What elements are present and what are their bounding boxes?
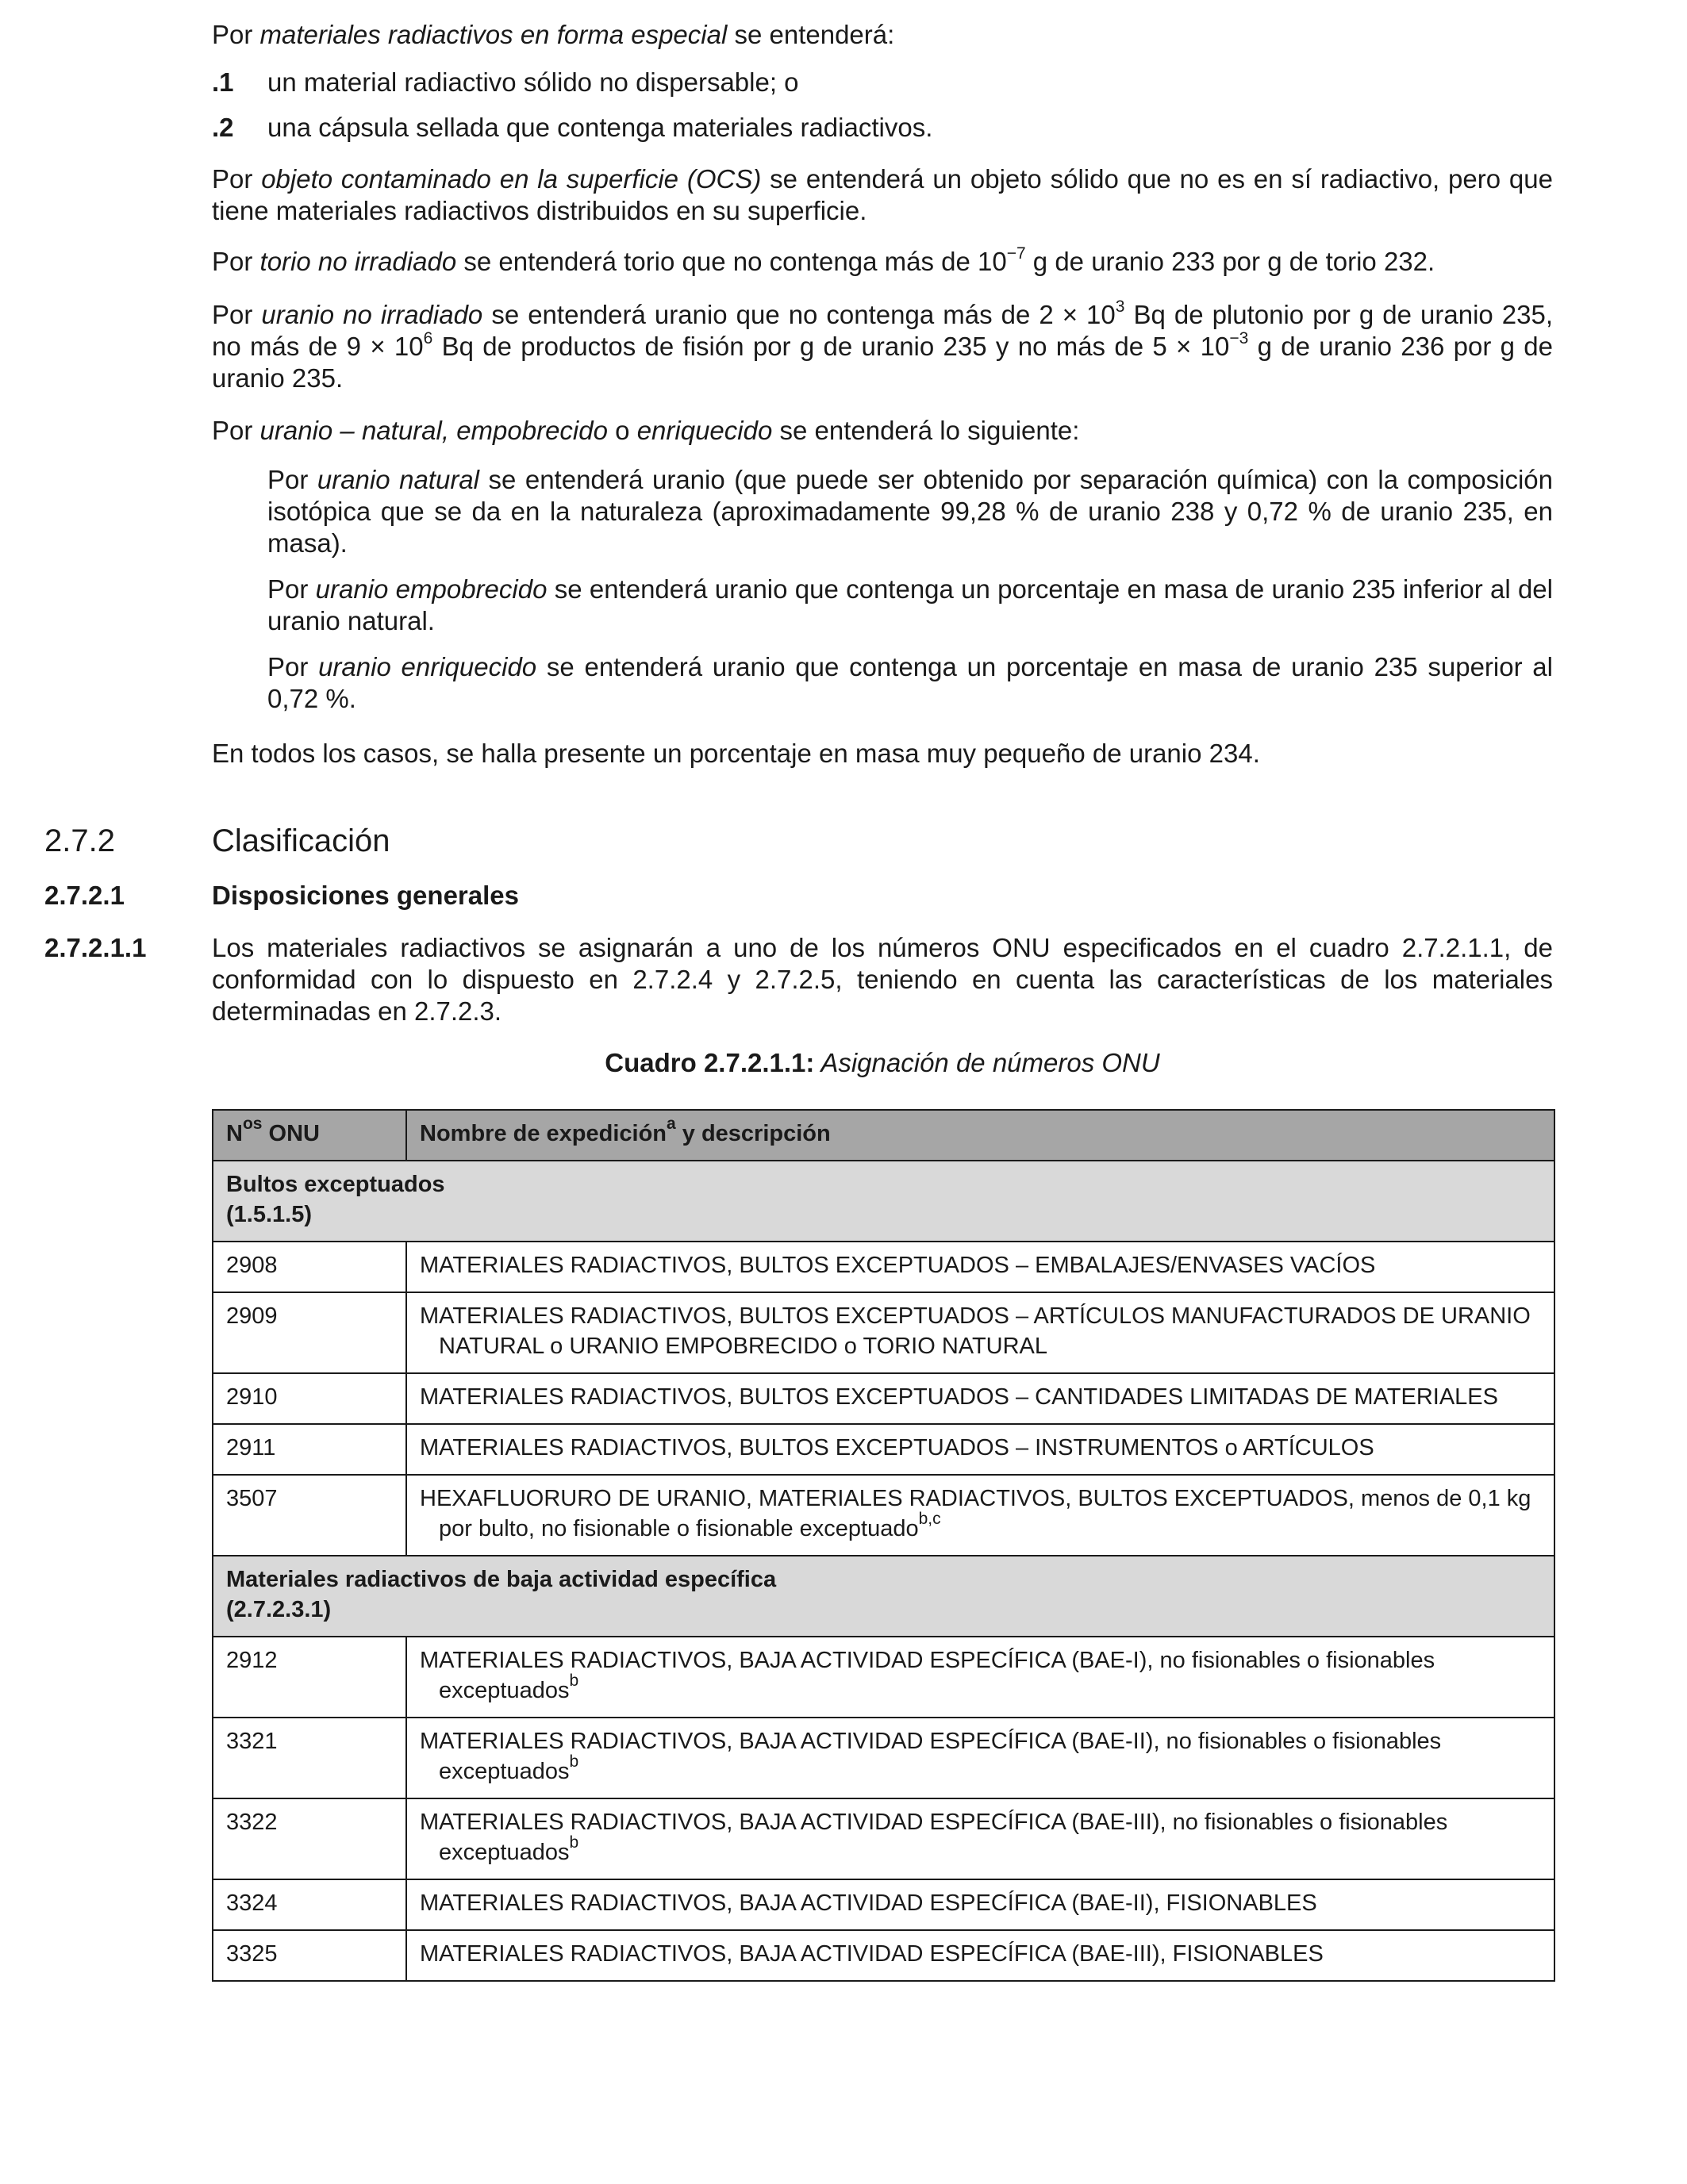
un-number: 2910 bbox=[213, 1373, 406, 1424]
subsection-title: Disposiciones generales bbox=[212, 881, 519, 910]
description: MATERIALES RADIACTIVOS, BAJA ACTIVIDAD ESPECÍFICA (BAE-II), FISIONABLES bbox=[406, 1879, 1554, 1930]
uranio-types-lead: Por uranio – natural, empobrecido o enriquecido se entenderá lo siguiente: bbox=[212, 416, 1080, 445]
description: MATERIALES RADIACTIVOS, BAJA ACTIVIDAD ESPECÍFICA (BAE-I), no fisionables o fisionables exceptuados$^b$ bbox=[406, 1637, 1554, 1718]
uranio-natural-definition: Por uranio natural se entenderá uranio (que puede ser obtenido por separación química) con la composición isotópica que se da en la naturaleza (aproximadamente 99,28 % de uranio 238 y 0,72 % de uranio 235, en masa). bbox=[267, 465, 1553, 558]
description: MATERIALES RADIACTIVOS, BULTOS EXCEPTUADOS – INSTRUMENTOS o ARTÍCULOS bbox=[406, 1424, 1554, 1475]
table-caption: Cuadro 2.7.2.1.1: Asignación de números ONU bbox=[605, 1048, 1160, 1077]
section-title: Clasificación bbox=[212, 823, 390, 858]
un-number: 2908 bbox=[213, 1242, 406, 1292]
table-row bbox=[213, 1718, 1554, 1798]
table-group-row bbox=[213, 1556, 1554, 1637]
description: MATERIALES RADIACTIVOS, BAJA ACTIVIDAD ESPECÍFICA (BAE-II), no fisionables o fisionables exceptuados$^b$ bbox=[406, 1718, 1554, 1798]
especial-definition-lead: Por materiales radiactivos en forma especial se entenderá: bbox=[212, 20, 895, 49]
table-row bbox=[213, 1373, 1554, 1424]
table-row bbox=[213, 1930, 1554, 1981]
document-page: Por materiales radiactivos en forma especial se entenderá: .1 un material radiactivo sólido no dispersable; o .2 una cápsula sellada que contenga materiales radiactivos. Por objeto contaminado en la superficie (OCS) se entenderá un objeto sólido que no es en sí radiactivo, pero que tiene materiales radiactivos distribuidos en su superficie. Por torio no irradiado se entenderá torio que no contenga más de $10^{-7}$ g de uranio 233 por g de torio 232. Por uranio no irradiado se entenderá uranio que no contenga más de $2 \times 10^3$ Bq de plutonio por g de uranio 235, no más de $9 \times 10^6$ Bq de productos de fisión por g de uranio 235 y no más de $5 \times 10^{-3}$ g de uranio 236 por g de uranio 235. Por uranio – natural, empobrecido o enriquecido se entenderá lo siguiente: Por uranio natural se entenderá uranio (que puede ser obtenido por separación química) con la composición isotópica que se da en la naturaleza (aproximadamente 99,28 % de uranio 238 y 0,72 % de uranio 235, en masa). Por uranio empobrecido se entenderá uranio que contenga un porcentaje en masa de uranio 235 inferior al del uranio natural. Por uranio enriquecido se entenderá uranio que contenga un porcentaje en masa de uranio 235 superior al 0,72 %. En todos los casos, se halla presente un porcentaje en masa muy pequeño de uranio 234. 2.7.2 Clasificación 2.7.2.1 Disposiciones generales 2.7.2.1.1 Los materiales radiactivos se asignarán a uno de los números ONU especificados en el cuadro 2.7.2.1.1, de conformidad con lo dispuesto en 2.7.2.4 y 2.7.2.5, teniendo en cuenta las características de los materiales determinadas en 2.7.2.3. Cuadro 2.7.2.1.1: Asignación de números ONU $N^{os}$ ONU Nombre de expedición$^a$ y descripción Bultos exceptuados (1.5.1.5) 2908 MATERIALES RADIACTIVOS, BULTOS EXCEPTUADOS – EMBALAJES/ENVASES VACÍOS 2909 MATERIALES RADIACTIVOS, BULTOS EXCEPTUADOS – ARTÍCULOS MANUFACTURADOS DE URANIO NATURAL o URANIO EMPOBRECIDO o TORIO NATURAL 2910 MATERIALES RADIACTIVOS, BULTOS EXCEPTUADOS – CANTIDADES LIMITADAS DE MATERIALES 2911 MATERIALES RADIACTIVOS, BULTOS EXCEPTUADOS – INSTRUMENTOS o ARTÍCULOS 3507 HEXAFLUORURO DE URANIO, MATERIALES RADIACTIVOS, BULTOS EXCEPTUADOS, menos de 0,1 kg por bulto, no fisionable o fisionable exceptuado$^{b,c}$ Materiales radiactivos de baja actividad específica (2.7.2.3.1) 2912 MATERIALES RADIACTIVOS, BAJA ACTIVIDAD ESPECÍFICA (BAE-I), no fisionables o fisionables exceptuados$^b$ 3321 MATERIALES RADIACTIVOS, BAJA ACTIVIDAD ESPECÍFICA (BAE-II), no fisionables o fisionables exceptuados$^b$ 3322 MATERIALES RADIACTIVOS, BAJA ACTIVIDAD ESPECÍFICA (BAE-III), no fisionables o fisionables exceptuados$^b$ 3324 MATERIALES RADIACTIVOS, BAJA ACTIVIDAD ESPECÍFICA (BAE-II), FISIONABLES 3325 MATERIALES RADIACTIVOS, BAJA ACTIVIDAD ESPECÍFICA (BAE-III), FISIONABLES bbox=[0, 0, 1687, 2184]
torio-definition: Por torio no irradiado se entenderá torio que no contenga más de $10^{-7}$ g de uranio 233 por g de torio 232. bbox=[212, 244, 1435, 276]
column-header-un-number: $N^{os}$ ONU bbox=[213, 1110, 406, 1161]
description: MATERIALES RADIACTIVOS, BAJA ACTIVIDAD ESPECÍFICA (BAE-III), no fisionables o fisionables exceptuados$^b$ bbox=[406, 1798, 1554, 1879]
un-number: 3322 bbox=[213, 1798, 406, 1879]
un-number: 3507 bbox=[213, 1475, 406, 1556]
uranio-enriquecido-definition: Por uranio enriquecido se entenderá uranio que contenga un porcentaje en masa de uranio 235 superior al 0,72 %. bbox=[267, 652, 1553, 713]
un-number: 2912 bbox=[213, 1637, 406, 1718]
paragraph-number: 2.7.2.1.1 bbox=[44, 933, 147, 962]
description: HEXAFLUORURO DE URANIO, MATERIALES RADIACTIVOS, BULTOS EXCEPTUADOS, menos de 0,1 kg por bulto, no fisionable o fisionable exceptuado$^{b,c}$ bbox=[406, 1475, 1554, 1556]
un-number: 3324 bbox=[213, 1879, 406, 1930]
description: MATERIALES RADIACTIVOS, BAJA ACTIVIDAD ESPECÍFICA (BAE-III), FISIONABLES bbox=[406, 1930, 1554, 1981]
un-number: 3325 bbox=[213, 1930, 406, 1981]
table-row bbox=[213, 1292, 1554, 1373]
un-number: 2909 bbox=[213, 1292, 406, 1373]
un-number: 3321 bbox=[213, 1718, 406, 1798]
un-numbers-table bbox=[212, 1109, 1555, 1982]
table-row bbox=[213, 1242, 1554, 1292]
group-label: Materiales radiactivos de baja actividad específica (2.7.2.3.1) bbox=[213, 1556, 1554, 1637]
table-header-row bbox=[213, 1110, 1554, 1161]
table-row bbox=[213, 1475, 1554, 1556]
subsection-number: 2.7.2.1 bbox=[44, 881, 125, 910]
uranio-empobrecido-definition: Por uranio empobrecido se entenderá uranio que contenga un porcentaje en masa de uranio 235 inferior al del uranio natural. bbox=[267, 574, 1553, 635]
group-label: Bultos exceptuados (1.5.1.5) bbox=[213, 1161, 1554, 1242]
table-row bbox=[213, 1637, 1554, 1718]
description: MATERIALES RADIACTIVOS, BULTOS EXCEPTUADOS – EMBALAJES/ENVASES VACÍOS bbox=[406, 1242, 1554, 1292]
uranio-no-irradiado-definition: Por uranio no irradiado se entenderá uranio que no contenga más de $2 \times 10^3$ Bq de plutonio por g de uranio 235, no más de $9 \times 10^6$ Bq de productos de fisión por g de uranio 235 y no más de $5 \times 10^{-3}$ g de uranio 236 por g de uranio 235. bbox=[212, 297, 1554, 393]
section-number: 2.7.2 bbox=[44, 823, 115, 858]
un-number: 2911 bbox=[213, 1424, 406, 1475]
description: MATERIALES RADIACTIVOS, BULTOS EXCEPTUADOS – ARTÍCULOS MANUFACTURADOS DE URANIO NATURAL o URANIO EMPOBRECIDO o TORIO NATURAL bbox=[406, 1292, 1554, 1373]
table-row bbox=[213, 1879, 1554, 1930]
table-group-row bbox=[213, 1161, 1554, 1242]
table-row bbox=[213, 1424, 1554, 1475]
classification-paragraph: Los materiales radiactivos se asignarán a uno de los números ONU especificados en el cuadro 2.7.2.1.1, de conformidad con lo dispuesto en 2.7.2.4 y 2.7.2.5, teniendo en cuenta las características de los materiales determinadas en 2.7.2.3. bbox=[212, 933, 1553, 1026]
ocs-definition: Por objeto contaminado en la superficie (OCS) se entenderá un objeto sólido que no es en sí radiactivo, pero que tiene materiales radiactivos distribuidos en su superficie. bbox=[212, 164, 1553, 225]
uranio-234-note: En todos los casos, se halla presente un porcentaje en masa muy pequeño de uranio 234. bbox=[212, 739, 1260, 768]
description: MATERIALES RADIACTIVOS, BULTOS EXCEPTUADOS – CANTIDADES LIMITADAS DE MATERIALES bbox=[406, 1373, 1554, 1424]
column-header-description: Nombre de expedición$^a$ y descripción bbox=[406, 1110, 1554, 1161]
table-row bbox=[213, 1798, 1554, 1879]
